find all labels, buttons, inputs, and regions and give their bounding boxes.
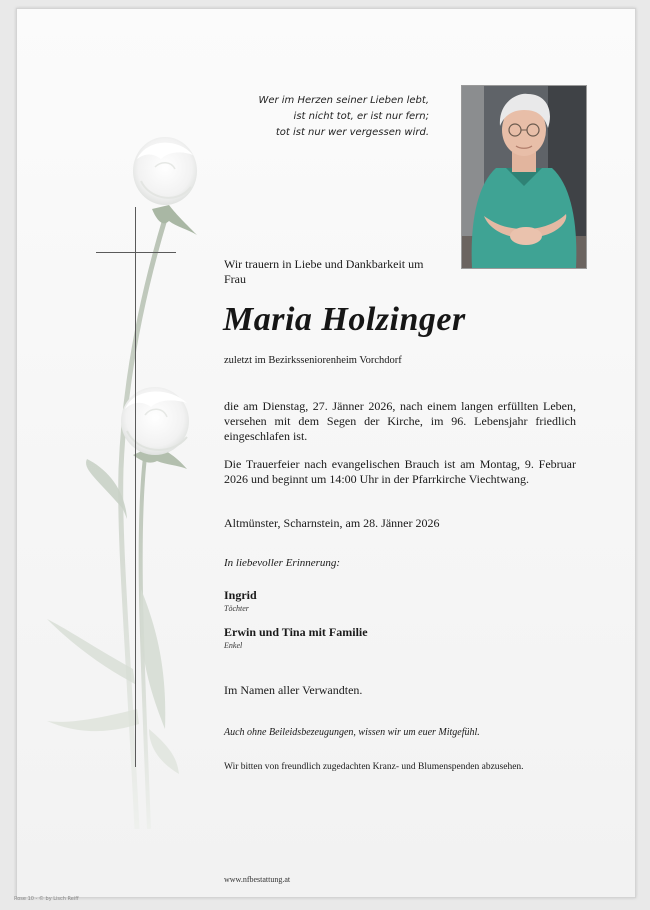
cross-icon bbox=[135, 207, 136, 767]
family-member-role: Enkel bbox=[224, 641, 243, 650]
website-link[interactable]: www.nfbestattung.at bbox=[224, 875, 291, 884]
family-member-name: Erwin und Tina mit Familie bbox=[224, 625, 368, 639]
funeral-service-paragraph: Die Trauerfeier nach evangelischen Brauch ist am Montag, 9. Februar 2026 und beginnt um 14:00 Uhr in der Pfarrkirche Viechtwang. bbox=[224, 457, 576, 486]
relatives-line: Im Namen aller Verwandten. bbox=[224, 683, 363, 697]
image-credit: Rose 10 - © by Lisch Reiff bbox=[14, 896, 79, 902]
death-notice-paragraph: die am Dienstag, 27. Jänner 2026, nach einem langen erfüllten Leben, versehen mit dem Segen der Kirche, im 96. Lebensjahr friedlich eingeschlafen ist. bbox=[224, 399, 576, 443]
memory-heading: In liebevoller Erinnerung: bbox=[224, 557, 341, 569]
cross-icon-bar bbox=[96, 252, 176, 253]
family-member-name: Ingrid bbox=[224, 588, 257, 602]
quote-line: ist nicht tot, er ist nur fern; bbox=[293, 111, 429, 122]
obituary-card bbox=[16, 8, 636, 898]
condolence-note: Auch ohne Beileidsbezeugungen, wissen wir um euer Mitgefühl. bbox=[224, 727, 480, 738]
quote-line: tot ist nur wer vergessen wird. bbox=[275, 127, 429, 138]
deceased-name: Maria Holzinger bbox=[223, 301, 466, 338]
place-date: Altmünster, Scharnstein, am 28. Jänner 2026 bbox=[224, 516, 440, 530]
flowers-note: Wir bitten von freundlich zugedachten Kranz- und Blumenspenden abzusehen. bbox=[224, 762, 524, 772]
memorial-quote bbox=[239, 93, 429, 141]
family-member-role: Töchter bbox=[224, 604, 249, 613]
mourning-intro: Wir trauern in Liebe und Dankbarkeit um Frau bbox=[224, 257, 424, 286]
portrait-photo bbox=[461, 85, 587, 269]
last-residence: zuletzt im Bezirksseniorenheim Vorchdorf bbox=[224, 355, 402, 366]
white-rose-icon bbox=[37, 109, 237, 829]
quote-line: Wer im Herzen seiner Lieben lebt, bbox=[258, 95, 429, 106]
